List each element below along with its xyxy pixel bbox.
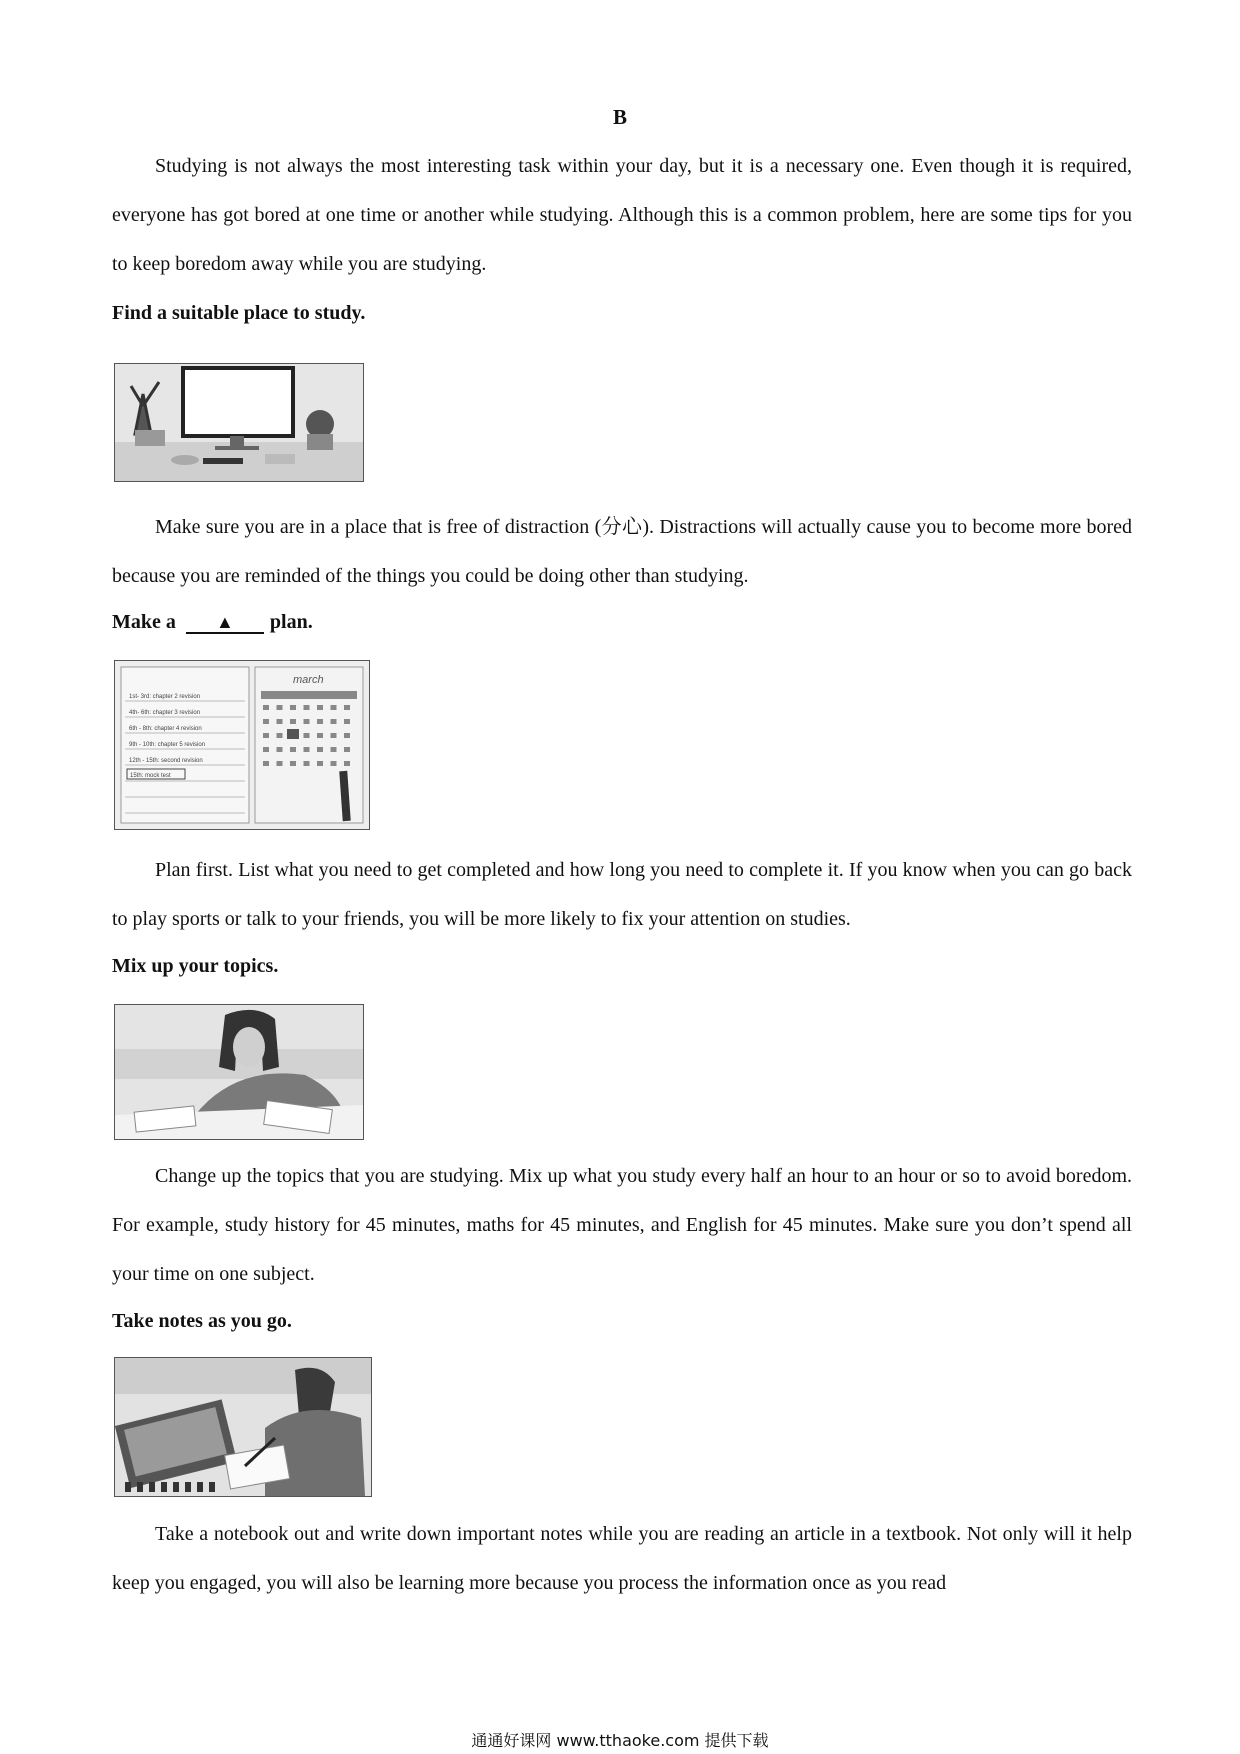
calendar-cell [331, 747, 337, 752]
calendar-cell [304, 705, 310, 710]
calendar-cell [344, 747, 350, 752]
answer-blank: ▲ [186, 612, 264, 634]
calendar-cell [304, 747, 310, 752]
calendar-cell [317, 761, 323, 766]
calendar-cell [317, 705, 323, 710]
calendar-cell [263, 733, 269, 738]
calendar-cell [277, 733, 283, 738]
plan-item-4: 9th - 10th: chapter 5 revision [129, 742, 206, 748]
plan-item-2: 4th- 6th: chapter 3 revision [129, 710, 201, 716]
calendar-cell [263, 747, 269, 752]
calendar-cell [331, 719, 337, 724]
heading-take-notes: Take notes as you go. [112, 1310, 292, 1332]
desk-illustration [114, 363, 364, 482]
suitable-place-paragraph: Make sure you are in a place that is free of distraction (分心). Distractions will actually cause you to become more bored because you are reminded of the things you could be doing other than studying. [112, 516, 1132, 587]
make-plan-paragraph: Plan first. List what you need to get completed and how long you need to complete it. If you know when you can go back to play sports or talk to your friends, you will be more likely to fix your attention on studies. [112, 859, 1132, 930]
calendar-cell [263, 761, 269, 766]
calendar-cell [304, 719, 310, 724]
calendar-cell [317, 719, 323, 724]
calendar-cell [263, 705, 269, 710]
calendar-cell [277, 705, 283, 710]
calendar-cell [317, 747, 323, 752]
calendar-cell [304, 761, 310, 766]
plan-item-3: 6th - 8th: chapter 4 revision [129, 726, 202, 732]
heading-suffix: plan. [269, 611, 313, 633]
calendar-cell [304, 733, 310, 738]
heading-prefix: Make a [112, 611, 176, 633]
plan-item-5: 12th - 15th: second revision [129, 758, 203, 764]
take-notes-paragraph: Take a notebook out and write down important notes while you are reading an article in a textbook. Not only will it help keep you engaged, you will also be learning more because you process the information once as you read [112, 1523, 1132, 1594]
student-studying-illustration [114, 1004, 364, 1140]
heading-suitable-place: Find a suitable place to study. [112, 302, 366, 324]
plan-item-6: 15th: mock test [130, 773, 171, 779]
calendar-cell [331, 705, 337, 710]
calendar-cell [290, 747, 296, 752]
section-letter: B [612, 105, 627, 129]
calendar-cell [317, 733, 323, 738]
calendar-cell [331, 761, 337, 766]
heading-mix-topics: Mix up your topics. [112, 955, 279, 977]
page-footer: 通通好课网 www.tthaoke.com 提供下载 [471, 1731, 769, 1750]
intro-paragraph: Studying is not always the most interesting task within your day, but it is a necessary one. Even though it is required, everyone has got bored at one time or another while studying. Although this is a common problem, here are some tips for you to keep boredom away while you are studying. [112, 155, 1132, 275]
calendar-cell [263, 719, 269, 724]
note-taking-illustration [114, 1357, 372, 1497]
calendar-cell [344, 705, 350, 710]
calendar-cell [344, 733, 350, 738]
calendar-cell [290, 705, 296, 710]
calendar-cell [277, 719, 283, 724]
calendar-cell [277, 747, 283, 752]
mix-topics-paragraph: Change up the topics that you are studying. Mix up what you study every half an hour to an hour or so to avoid boredom. For example, study history for 45 minutes, maths for 45 minutes, and English for 45 minutes. Make sure you don’t spend all your time on one subject. [112, 1165, 1132, 1285]
heading-make-plan [112, 611, 313, 634]
calendar-cell [290, 761, 296, 766]
calendar-cell [277, 761, 283, 766]
calendar-cell [290, 719, 296, 724]
planner-illustration [114, 660, 370, 830]
plan-item-1: 1st- 3rd: chapter 2 revision [129, 694, 201, 700]
calendar-cell [331, 733, 337, 738]
calendar-cell [344, 719, 350, 724]
calendar-month: march [293, 674, 324, 686]
calendar-cell [344, 761, 350, 766]
